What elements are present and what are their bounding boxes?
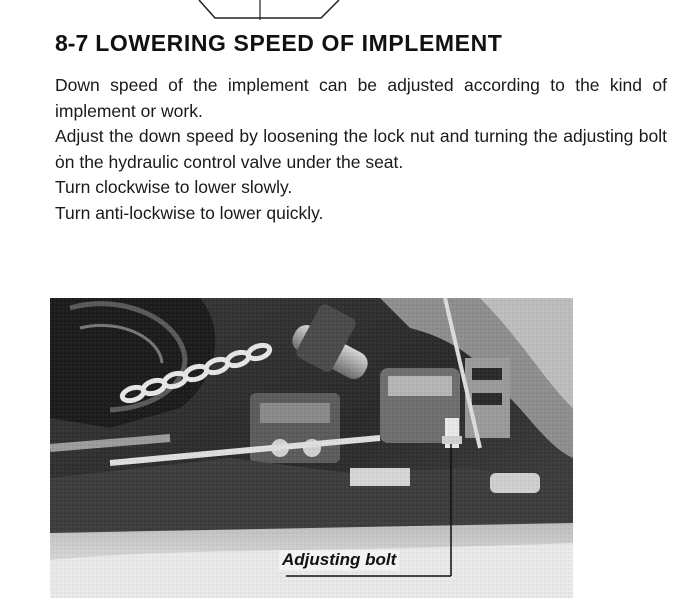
previous-figure-fragment [193,0,353,22]
section-number: 8-7 [55,30,89,56]
paragraph: Down speed of the implement can be adjusted according to the kind of implement or work. [55,75,667,121]
section-heading [55,30,502,57]
body-text [55,73,667,226]
adjusting-bolt-callout: Adjusting bolt [279,550,399,570]
instruction-line: Turn anti-lockwise to lower quickly. [55,202,324,223]
instruction-line: Turn clockwise to lower slowly. [55,177,293,197]
section-title: LOWERING SPEED OF IMPLEMENT [95,30,503,56]
paragraph: Adjust the down speed by loosening the lock nut and turning the adjusting bolt ȯn the hydraulic control valve under the seat. [55,126,667,172]
